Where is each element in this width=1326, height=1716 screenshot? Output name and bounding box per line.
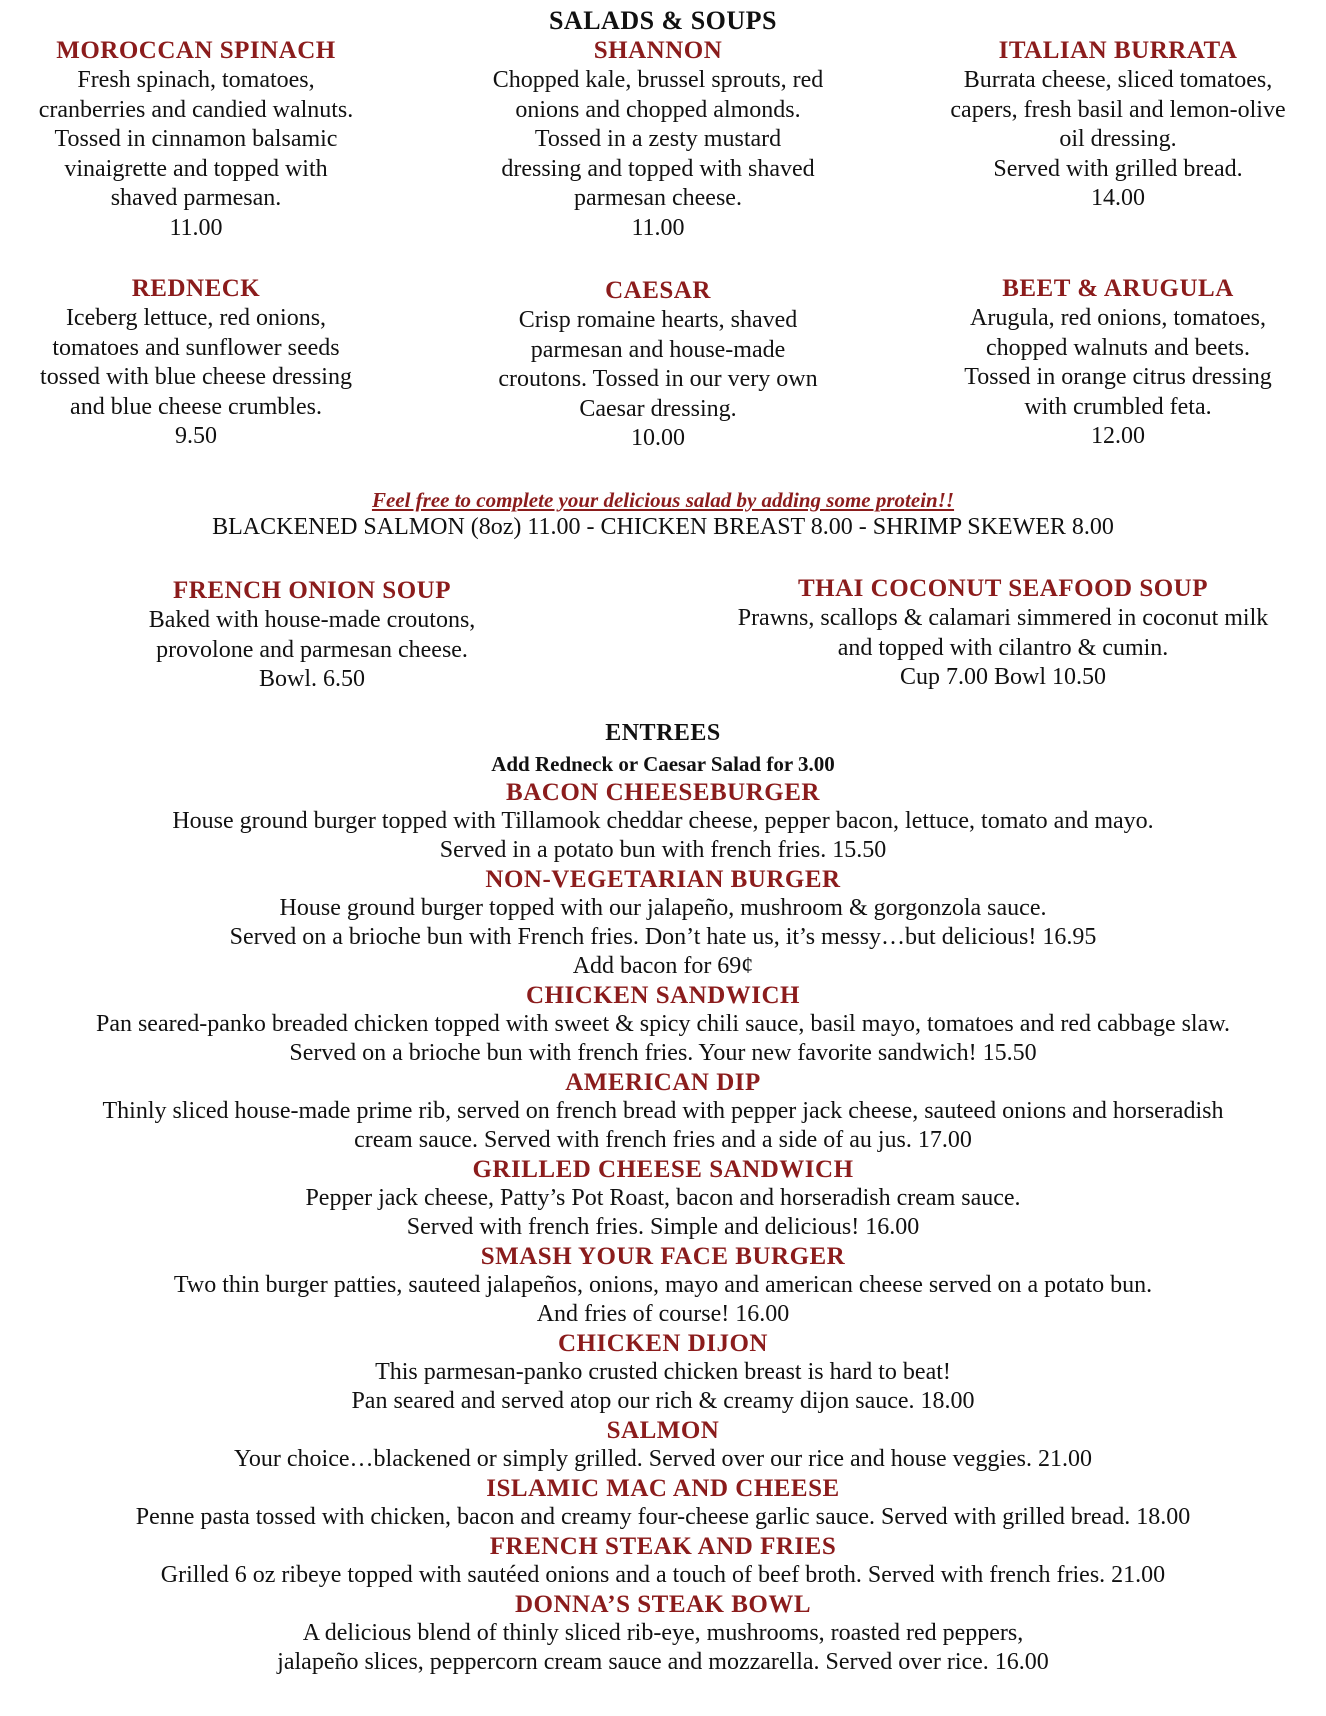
entree-name: AMERICAN DIP [565, 1069, 761, 1096]
salad-name: REDNECK [131, 275, 261, 302]
salads-soups-title: SALADS & SOUPS [548, 6, 778, 35]
protein-note: Feel free to complete your delicious salad by adding some protein!! [371, 488, 955, 512]
entree-name: DONNA’S STEAK BOWL [514, 1591, 812, 1618]
salad-card [918, 274, 1318, 452]
soup-description: Prawns, scallops & calamari simmered in coconut milk and topped with cilantro & cumin. Cup 7.00 Bowl 10.50 [737, 605, 1269, 690]
salad-price: 10.00 [631, 425, 685, 451]
entree-item [0, 1590, 1326, 1677]
salad-card [458, 36, 858, 243]
entree-name: GRILLED CHEESE SANDWICH [472, 1156, 854, 1183]
entree-description: This parmesan-panko crusted chicken breast is hard to beat! Pan seared and served atop our rich & creamy dijon sauce. 18.00 [351, 1359, 975, 1414]
soup-description: Baked with house-made croutons, provolone and parmesan cheese. Bowl. 6.50 [148, 607, 476, 692]
entree-description: Grilled 6 oz ribeye topped with sautéed onions and a touch of beef broth. Served with french fries. 21.00 [160, 1562, 1166, 1588]
entrees-list [0, 778, 1326, 1677]
salad-name: CAESAR [605, 277, 711, 304]
entree-name: BACON CHEESEBURGER [506, 779, 820, 806]
entree-description: House ground burger topped with our jalapeño, mushroom & gorgonzola sauce. Served on a brioche bun with French fries. Don’t hate us, it’s messy…but delicious! 16.95 Add bacon for 69¢ [229, 895, 1097, 979]
entree-name: NON-VEGETARIAN BURGER [485, 866, 841, 893]
salad-description: Burrata cheese, sliced tomatoes, capers, fresh basil and lemon-olive oil dressing. Served with grilled bread. [950, 67, 1286, 182]
salad-card [6, 274, 386, 452]
entree-item [0, 1416, 1326, 1474]
soup-name: THAI COCONUT SEAFOOD SOUP [797, 575, 1208, 602]
entree-description: Pepper jack cheese, Patty’s Pot Roast, bacon and horseradish cream sauce. Served with french fries. Simple and delicious! 16.00 [305, 1185, 1021, 1240]
salad-price: 9.50 [175, 423, 217, 449]
salad-price: 14.00 [1091, 185, 1145, 211]
entree-item [0, 778, 1326, 865]
entree-name: CHICKEN SANDWICH [525, 982, 800, 1009]
salad-description: Arugula, red onions, tomatoes, chopped walnuts and beets. Tossed in orange citrus dressing with crumbled feta. [964, 305, 1272, 420]
entrees-title: ENTREES [605, 720, 721, 746]
entree-description: A delicious blend of thinly sliced rib-eye, mushrooms, roasted red peppers, jalapeño slices, peppercorn cream sauce and mozzarella. Served over rice. 16.00 [277, 1620, 1049, 1675]
entree-name: SMASH YOUR FACE BURGER [480, 1243, 846, 1270]
salad-card [918, 36, 1318, 214]
entree-item [0, 865, 1326, 981]
entree-item [0, 1155, 1326, 1242]
salad-price: 11.00 [631, 214, 685, 241]
entree-description: Two thin burger patties, sauteed jalapeños, onions, mayo and american cheese served on a potato bun. And fries of course! 16.00 [173, 1272, 1153, 1327]
entree-description: Penne pasta tossed with chicken, bacon and creamy four-cheese garlic sauce. Served with grilled bread. 18.00 [135, 1504, 1191, 1530]
entree-name: ISLAMIC MAC AND CHEESE [486, 1475, 840, 1502]
entree-item [0, 1068, 1326, 1155]
soup-card [688, 574, 1318, 693]
salad-description: Iceberg lettuce, red onions, tomatoes and sunflower seeds tossed with blue cheese dressing and blue cheese crumbles. [40, 305, 352, 420]
salad-name: SHANNON [593, 37, 723, 64]
entree-name: CHICKEN DIJON [558, 1330, 768, 1357]
entree-item [0, 1242, 1326, 1329]
entree-description: Pan seared-panko breaded chicken topped with sweet & spicy chili sauce, basil mayo, tomatoes and red cabbage slaw. Served on a brioche bun with french fries. Your new favorite sandwich! 15.50 [95, 1011, 1231, 1066]
salad-description: Fresh spinach, tomatoes, cranberries and candied walnuts. Tossed in cinnamon balsamic vinaigrette and topped with shaved parmesan. [38, 67, 354, 211]
entree-item [0, 981, 1326, 1068]
soup-card [62, 576, 562, 695]
entree-item [0, 1532, 1326, 1590]
entree-description: Your choice…blackened or simply grilled. Served over our rice and house veggies. 21.00 [233, 1446, 1092, 1472]
salad-card [6, 36, 386, 243]
entree-name: FRENCH STEAK AND FRIES [489, 1533, 837, 1560]
entree-item [0, 1329, 1326, 1416]
salad-name: MOROCCAN SPINACH [56, 37, 336, 64]
salad-description: Chopped kale, brussel sprouts, red onions and chopped almonds. Tossed in a zesty mustard dressing and topped with shaved parmesan cheese. [492, 67, 824, 211]
entree-description: House ground burger topped with Tillamook cheddar cheese, pepper bacon, lettuce, tomato and mayo. Served in a potato bun with french fries. 15.50 [172, 808, 1154, 863]
protein-list: BLACKENED SALMON (8oz) 11.00 - CHICKEN BREAST 8.00 - SHRIMP SKEWER 8.00 [212, 514, 1114, 540]
soup-name: FRENCH ONION SOUP [173, 577, 451, 604]
salad-name: BEET & ARUGULA [1002, 275, 1234, 302]
salad-price: 12.00 [1091, 423, 1145, 449]
entree-description: Thinly sliced house-made prime rib, served on french bread with pepper jack cheese, sauteed onions and horseradish cream sauce. Served with french fries and a side of au jus. 17.00 [102, 1098, 1224, 1153]
salad-card [458, 276, 858, 454]
salad-description: Crisp romaine hearts, shaved parmesan and house-made croutons. Tossed in our very own Caesar dressing. [498, 307, 818, 422]
salad-price: 11.00 [169, 214, 223, 241]
entree-name: SALMON [606, 1417, 720, 1444]
salad-name: ITALIAN BURRATA [998, 37, 1238, 64]
entrees-subtitle: Add Redneck or Caesar Salad for 3.00 [491, 752, 835, 776]
entree-item [0, 1474, 1326, 1532]
